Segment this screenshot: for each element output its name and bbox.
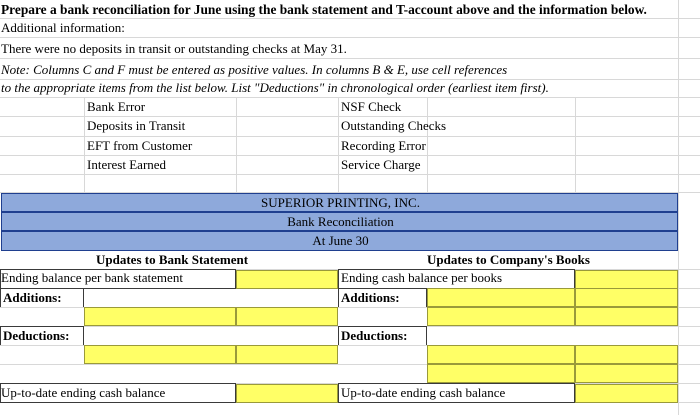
- book-deduction-amount-1-input[interactable]: [575, 345, 678, 364]
- grid-line: [0, 174, 700, 175]
- may-note: There were no deposits in transit or outstanding checks at May 31.: [1, 41, 347, 56]
- list-item: Interest Earned: [87, 157, 167, 172]
- additional-info-label: Additional information:: [1, 20, 125, 35]
- list-item: Service Charge: [341, 157, 421, 172]
- grid-line: [338, 97, 339, 192]
- list-item: Bank Error: [87, 99, 146, 114]
- grid-line: [575, 97, 576, 192]
- bank-uptodate-label: Up-to-date ending cash balance: [1, 385, 166, 400]
- bank-uptodate-label-cell: [0, 383, 236, 403]
- book-ending-balance-input[interactable]: [575, 270, 678, 289]
- book-deduction-item-1-input[interactable]: [427, 345, 575, 364]
- book-side-heading: Updates to Company's Books: [427, 252, 590, 267]
- grid-line: [84, 97, 85, 192]
- book-deductions-label-cell: [338, 326, 427, 345]
- book-deduction-amount-2-input[interactable]: [575, 364, 678, 383]
- company-name: SUPERIOR PRINTING, INC.: [261, 195, 420, 210]
- report-title-row: [1, 212, 678, 231]
- grid-line: [0, 58, 700, 59]
- bank-deduction-amount-input[interactable]: [236, 345, 338, 364]
- list-item: NSF Check: [341, 99, 402, 114]
- bank-addition-item-input[interactable]: [84, 307, 236, 326]
- bank-ending-label-cell: [0, 269, 236, 289]
- report-date-row: [1, 231, 678, 251]
- bank-additions-label-cell: [0, 288, 84, 307]
- grid-line: [427, 97, 428, 192]
- book-ending-balance-label: Ending cash balance per books: [341, 270, 503, 285]
- note-line-1: Note: Columns C and F must be entered as positive values. In columns B & E, use cell references: [1, 62, 508, 77]
- book-additions-label: Additions:: [341, 290, 400, 305]
- book-addition-item-1-input[interactable]: [427, 288, 575, 307]
- bank-uptodate-balance-input[interactable]: [236, 384, 338, 403]
- bank-additions-label: Additions:: [3, 290, 62, 305]
- report-title: Bank Reconciliation: [287, 214, 394, 229]
- bank-addition-amount-input[interactable]: [236, 307, 338, 326]
- bank-deduction-item-input[interactable]: [84, 345, 236, 364]
- bank-deductions-label: Deductions:: [3, 328, 70, 343]
- list-item: EFT from Customer: [87, 138, 193, 153]
- book-uptodate-label-cell: [338, 383, 575, 403]
- book-ending-label-cell: [338, 269, 575, 289]
- list-item: Outstanding Checks: [341, 118, 447, 133]
- grid-line: [236, 97, 237, 192]
- bank-ending-balance-input[interactable]: [236, 270, 338, 289]
- bank-deductions-label-cell: [0, 326, 84, 345]
- report-date: At June 30: [312, 233, 369, 248]
- note-line-2: to the appropriate items from the list below. List "Deductions" in chronological order (earliest item first).: [1, 80, 549, 95]
- instructions-heading: Prepare a bank reconciliation for June using the bank statement and T-account above and the information below.: [1, 2, 647, 17]
- grid-line: [0, 37, 700, 38]
- book-addition-amount-1-input[interactable]: [575, 288, 678, 307]
- company-name-row: [1, 193, 678, 212]
- book-additions-label-cell: [338, 288, 427, 307]
- list-item: Deposits in Transit: [87, 118, 186, 133]
- book-addition-amount-2-input[interactable]: [575, 307, 678, 326]
- book-deductions-label: Deductions:: [341, 328, 408, 343]
- list-item: Recording Error: [341, 138, 426, 153]
- bank-side-heading: Updates to Bank Statement: [96, 252, 249, 267]
- bank-ending-balance-label: Ending balance per bank statement: [1, 270, 183, 285]
- book-uptodate-balance-input[interactable]: [575, 384, 678, 403]
- book-uptodate-label: Up-to-date ending cash balance: [341, 385, 506, 400]
- book-addition-item-2-input[interactable]: [427, 307, 575, 326]
- book-deduction-item-2-input[interactable]: [427, 364, 575, 383]
